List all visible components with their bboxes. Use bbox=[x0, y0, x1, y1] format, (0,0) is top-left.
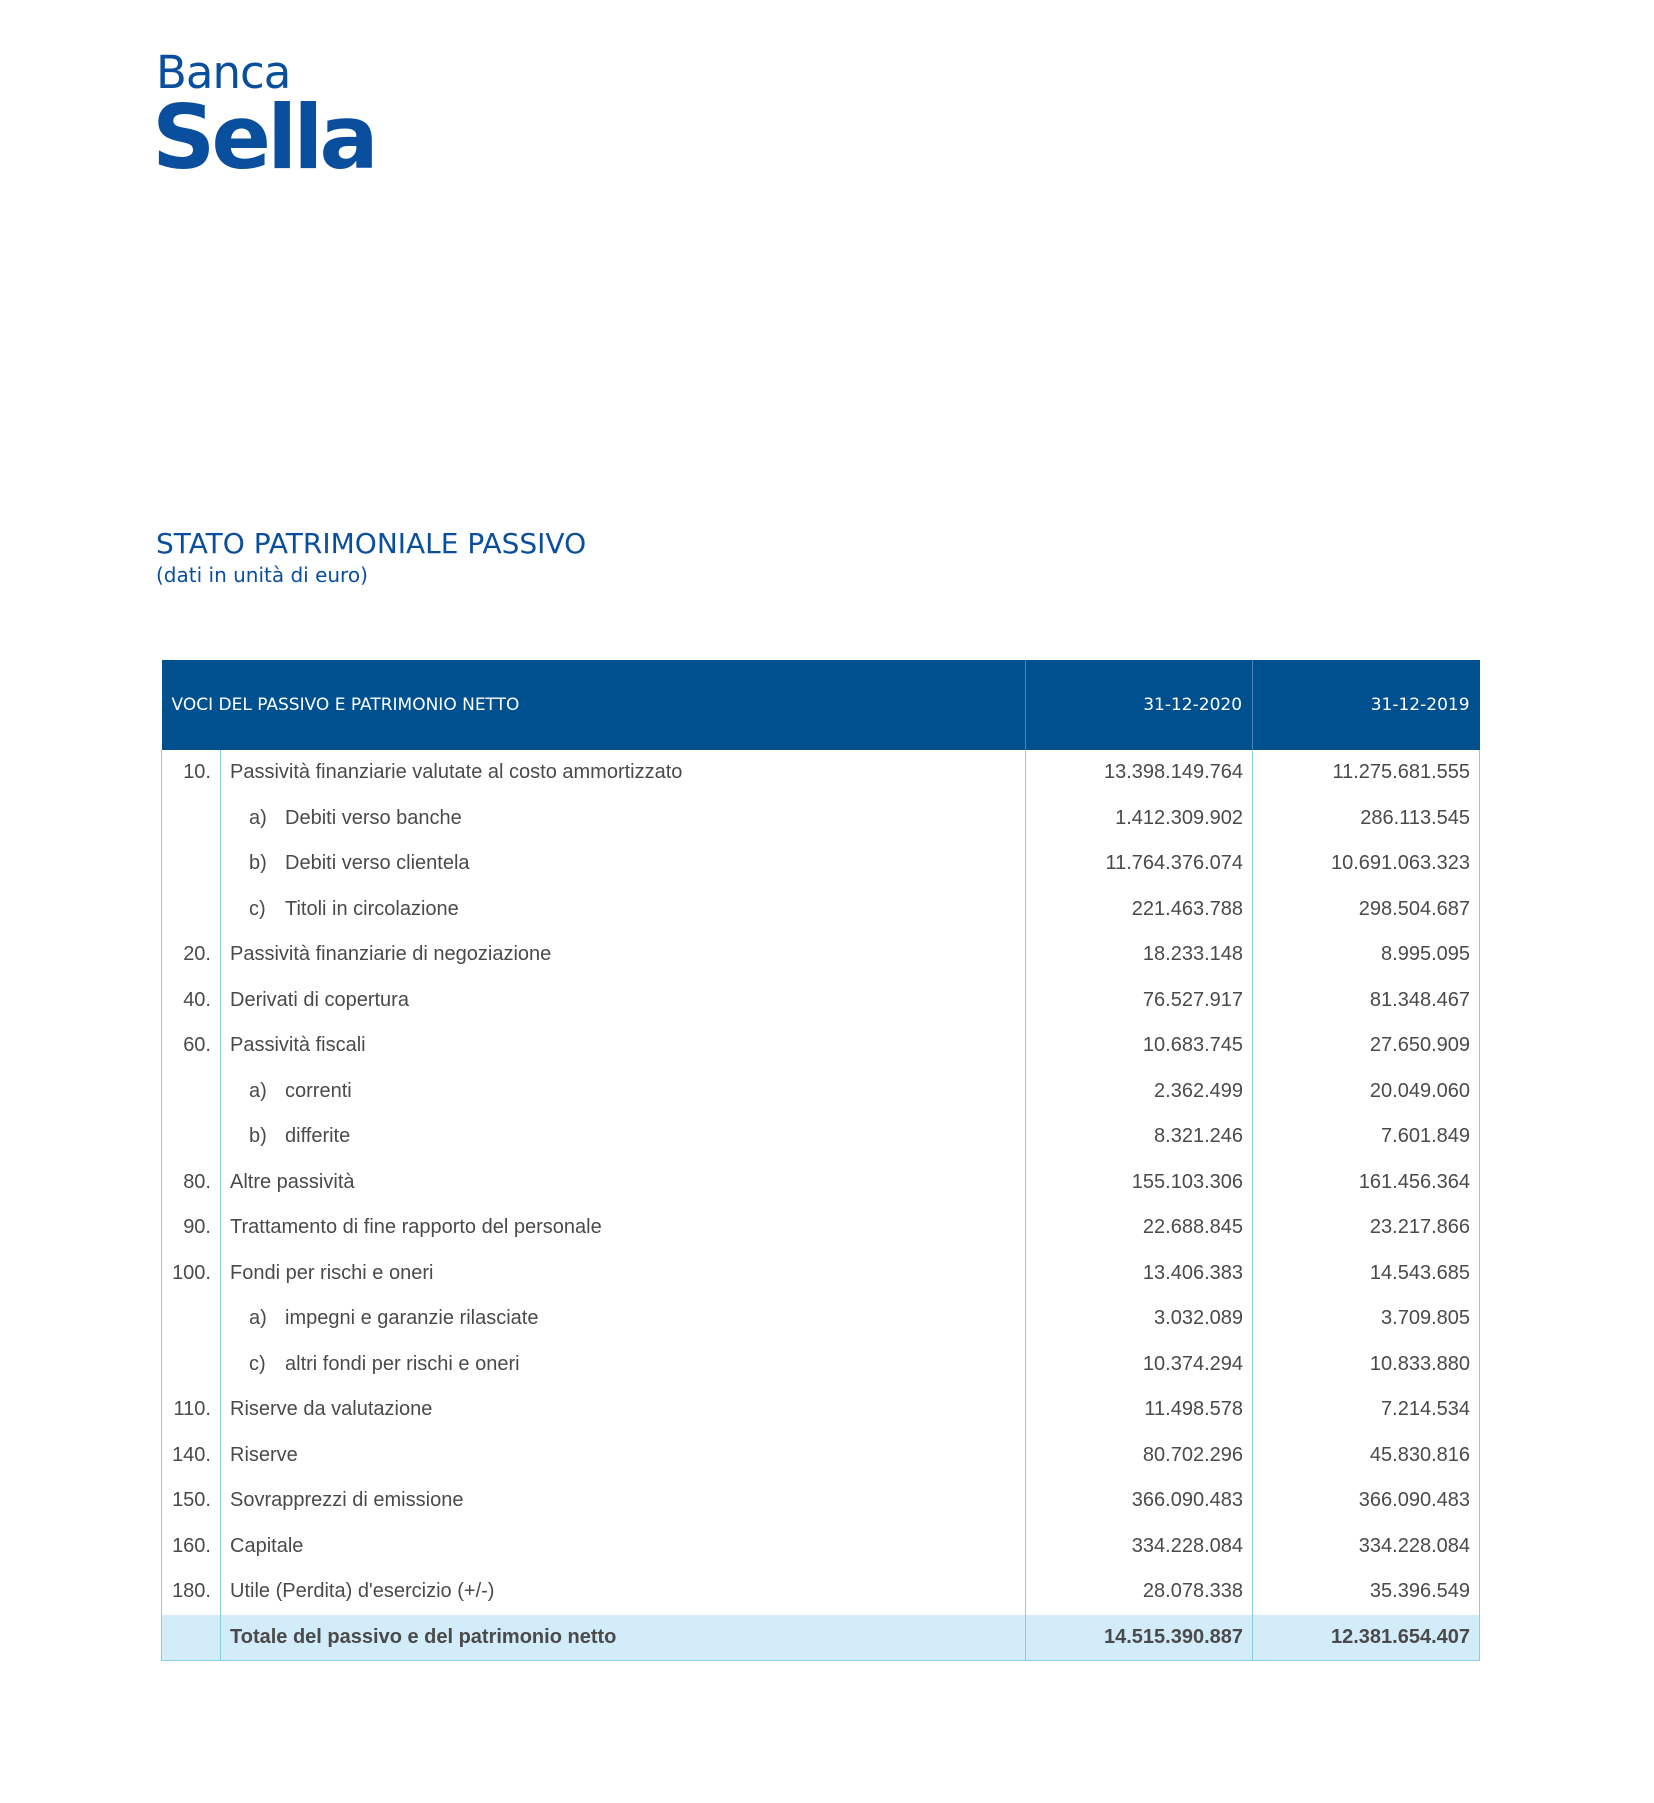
row-value-2020: 28.078.338 bbox=[1026, 1569, 1253, 1615]
row-subitem-letter: a) bbox=[249, 806, 267, 829]
row-value-2020: 80.702.296 bbox=[1026, 1433, 1253, 1479]
row-label-text: Titoli in circolazione bbox=[285, 897, 459, 920]
row-subitem-letter: c) bbox=[249, 1352, 266, 1375]
row-number bbox=[162, 1069, 221, 1115]
row-value-2019: 298.504.687 bbox=[1253, 887, 1480, 933]
table-row bbox=[162, 1296, 1480, 1342]
row-value-2020: 221.463.788 bbox=[1026, 887, 1253, 933]
table-row bbox=[162, 1069, 1480, 1115]
row-value-2020: 10.374.294 bbox=[1026, 1342, 1253, 1388]
row-label-text: Passività finanziarie valutate al costo ammortizzato bbox=[230, 761, 683, 784]
table-row bbox=[162, 1342, 1480, 1388]
row-number: 40. bbox=[162, 978, 221, 1024]
row-label-text: Passività fiscali bbox=[230, 1034, 366, 1057]
page-subtitle: (dati in unità di euro) bbox=[156, 563, 368, 587]
row-value-2019: 23.217.866 bbox=[1253, 1205, 1480, 1251]
row-value-2020: 8.321.246 bbox=[1026, 1114, 1253, 1160]
row-label bbox=[221, 1433, 1026, 1479]
statement-heading bbox=[156, 528, 586, 588]
total-label: Totale del passivo e del patrimonio netto bbox=[221, 1615, 1026, 1661]
row-label bbox=[221, 1387, 1026, 1433]
table-row bbox=[162, 796, 1480, 842]
row-label-text: Debiti verso banche bbox=[285, 806, 462, 829]
table-row bbox=[162, 1114, 1480, 1160]
row-number bbox=[162, 796, 221, 842]
total-row-number bbox=[162, 1615, 221, 1661]
row-number bbox=[162, 841, 221, 887]
row-subitem-letter: b) bbox=[249, 852, 267, 875]
table-row bbox=[162, 1524, 1480, 1570]
row-number: 60. bbox=[162, 1023, 221, 1069]
row-label-text: Riserve bbox=[230, 1443, 298, 1466]
row-number: 10. bbox=[162, 750, 221, 796]
row-value-2019: 10.691.063.323 bbox=[1253, 841, 1480, 887]
row-value-2020: 2.362.499 bbox=[1026, 1069, 1253, 1115]
row-value-2019: 3.709.805 bbox=[1253, 1296, 1480, 1342]
row-label-text: Sovrapprezzi di emissione bbox=[230, 1489, 464, 1512]
row-label-text: Derivati di copertura bbox=[230, 988, 409, 1011]
logo-line-sella: Sella bbox=[152, 86, 375, 189]
row-label bbox=[221, 1205, 1026, 1251]
row-label bbox=[221, 887, 1026, 933]
row-value-2019: 366.090.483 bbox=[1253, 1478, 1480, 1524]
table-row bbox=[162, 1387, 1480, 1433]
row-value-2020: 366.090.483 bbox=[1026, 1478, 1253, 1524]
row-label bbox=[221, 750, 1026, 796]
table-row bbox=[162, 1160, 1480, 1206]
row-value-2019: 8.995.095 bbox=[1253, 932, 1480, 978]
row-value-2019: 7.214.534 bbox=[1253, 1387, 1480, 1433]
row-value-2019: 11.275.681.555 bbox=[1253, 750, 1480, 796]
logo-line-banca: Banca bbox=[156, 46, 291, 99]
row-number: 100. bbox=[162, 1251, 221, 1297]
table-row bbox=[162, 1023, 1480, 1069]
row-value-2019: 7.601.849 bbox=[1253, 1114, 1480, 1160]
row-value-2019: 81.348.467 bbox=[1253, 978, 1480, 1024]
row-label-text: differite bbox=[285, 1125, 351, 1148]
row-label bbox=[221, 1296, 1026, 1342]
row-number: 110. bbox=[162, 1387, 221, 1433]
table-row bbox=[162, 841, 1480, 887]
row-value-2019: 286.113.545 bbox=[1253, 796, 1480, 842]
row-label bbox=[221, 1569, 1026, 1615]
header-date-2019: 31-12-2019 bbox=[1253, 660, 1480, 750]
row-label-text: Altre passività bbox=[230, 1170, 355, 1193]
row-value-2020: 18.233.148 bbox=[1026, 932, 1253, 978]
row-label bbox=[221, 978, 1026, 1024]
row-label bbox=[221, 1023, 1026, 1069]
table-row bbox=[162, 750, 1480, 796]
row-label bbox=[221, 1251, 1026, 1297]
table-row bbox=[162, 1569, 1480, 1615]
row-value-2019: 35.396.549 bbox=[1253, 1569, 1480, 1615]
table-row bbox=[162, 1433, 1480, 1479]
row-label bbox=[221, 1160, 1026, 1206]
row-label bbox=[221, 1478, 1026, 1524]
row-label bbox=[221, 841, 1026, 887]
table-row bbox=[162, 1251, 1480, 1297]
row-number: 180. bbox=[162, 1569, 221, 1615]
row-value-2020: 334.228.084 bbox=[1026, 1524, 1253, 1570]
table-row bbox=[162, 887, 1480, 933]
row-label-text: Passività finanziarie di negoziazione bbox=[230, 943, 552, 966]
row-number bbox=[162, 1296, 221, 1342]
row-value-2020: 76.527.917 bbox=[1026, 978, 1253, 1024]
row-value-2020: 155.103.306 bbox=[1026, 1160, 1253, 1206]
row-label-text: altri fondi per rischi e oneri bbox=[285, 1352, 520, 1375]
page-title: STATO PATRIMONIALE PASSIVO bbox=[156, 527, 587, 560]
row-value-2020: 13.398.149.764 bbox=[1026, 750, 1253, 796]
row-value-2020: 22.688.845 bbox=[1026, 1205, 1253, 1251]
row-number bbox=[162, 1114, 221, 1160]
row-value-2019: 10.833.880 bbox=[1253, 1342, 1480, 1388]
row-label-text: Fondi per rischi e oneri bbox=[230, 1261, 434, 1284]
row-label bbox=[221, 1342, 1026, 1388]
row-number: 90. bbox=[162, 1205, 221, 1251]
table-header-row bbox=[162, 660, 1480, 750]
row-number: 150. bbox=[162, 1478, 221, 1524]
row-label bbox=[221, 1114, 1026, 1160]
row-value-2019: 334.228.084 bbox=[1253, 1524, 1480, 1570]
row-number: 20. bbox=[162, 932, 221, 978]
row-value-2019: 45.830.816 bbox=[1253, 1433, 1480, 1479]
row-number: 160. bbox=[162, 1524, 221, 1570]
bank-logo bbox=[152, 46, 375, 189]
row-subitem-letter: b) bbox=[249, 1125, 267, 1148]
row-value-2020: 13.406.383 bbox=[1026, 1251, 1253, 1297]
row-value-2020: 3.032.089 bbox=[1026, 1296, 1253, 1342]
row-label-text: Riserve da valutazione bbox=[230, 1398, 433, 1421]
table-row bbox=[162, 1205, 1480, 1251]
row-number: 80. bbox=[162, 1160, 221, 1206]
row-number: 140. bbox=[162, 1433, 221, 1479]
row-label-text: Trattamento di fine rapporto del personale bbox=[230, 1216, 602, 1239]
row-number bbox=[162, 887, 221, 933]
row-label-text: Capitale bbox=[230, 1534, 304, 1557]
balance-sheet-table bbox=[161, 660, 1480, 1661]
row-label bbox=[221, 796, 1026, 842]
row-subitem-letter: a) bbox=[249, 1079, 267, 1102]
row-label-text: Utile (Perdita) d'esercizio (+/-) bbox=[230, 1580, 495, 1603]
row-value-2020: 10.683.745 bbox=[1026, 1023, 1253, 1069]
table-row bbox=[162, 1478, 1480, 1524]
row-subitem-letter: c) bbox=[249, 897, 266, 920]
header-items-label: VOCI DEL PASSIVO E PATRIMONIO NETTO bbox=[162, 660, 1026, 750]
table-row bbox=[162, 978, 1480, 1024]
total-value-2019: 12.381.654.407 bbox=[1253, 1615, 1480, 1661]
row-label bbox=[221, 1069, 1026, 1115]
row-value-2020: 11.498.578 bbox=[1026, 1387, 1253, 1433]
row-value-2020: 11.764.376.074 bbox=[1026, 841, 1253, 887]
row-label bbox=[221, 1524, 1026, 1570]
table-row bbox=[162, 932, 1480, 978]
row-label-text: impegni e garanzie rilasciate bbox=[285, 1307, 539, 1330]
header-date-2020: 31-12-2020 bbox=[1026, 660, 1253, 750]
row-subitem-letter: a) bbox=[249, 1307, 267, 1330]
row-value-2019: 20.049.060 bbox=[1253, 1069, 1480, 1115]
row-value-2020: 1.412.309.902 bbox=[1026, 796, 1253, 842]
total-row bbox=[162, 1615, 1480, 1661]
row-label-text: Debiti verso clientela bbox=[285, 852, 470, 875]
table-body bbox=[162, 750, 1480, 1661]
row-value-2019: 161.456.364 bbox=[1253, 1160, 1480, 1206]
total-value-2020: 14.515.390.887 bbox=[1026, 1615, 1253, 1661]
row-value-2019: 27.650.909 bbox=[1253, 1023, 1480, 1069]
row-label-text: correnti bbox=[285, 1079, 352, 1102]
row-value-2019: 14.543.685 bbox=[1253, 1251, 1480, 1297]
row-label bbox=[221, 932, 1026, 978]
row-number bbox=[162, 1342, 221, 1388]
